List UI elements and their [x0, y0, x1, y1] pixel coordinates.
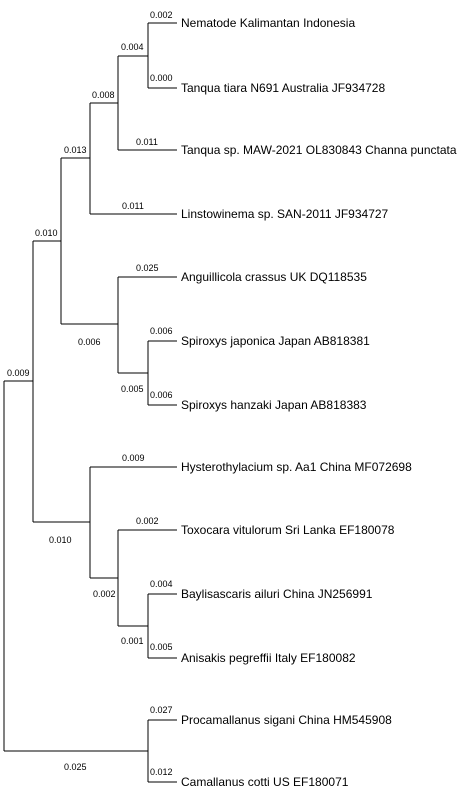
taxon-label: Anguillicola crassus UK DQ118535: [181, 270, 367, 284]
taxon-label: Camallanus cotti US EF180071: [181, 775, 349, 789]
taxon-label: Hysterothylacium sp. Aa1 China MF072698: [181, 460, 412, 474]
taxon-label: Toxocara vitulorum Sri Lanka EF180078: [181, 523, 395, 537]
branch-length-label: 0.006: [78, 337, 101, 347]
branch-length-label: 0.010: [35, 228, 58, 238]
taxon-label: Procamallanus sigani China HM545908: [181, 713, 392, 727]
branch-length-label: 0.025: [64, 762, 87, 772]
branch-length-label: 0.025: [136, 263, 159, 273]
taxon-label: Nematode Kalimantan Indonesia: [181, 16, 356, 30]
branch-length-label: 0.002: [150, 10, 173, 20]
taxon-label: Linstowinema sp. SAN-2011 JF934727: [181, 207, 389, 221]
branch-length-label: 0.002: [93, 589, 116, 599]
branch-length-label: 0.009: [122, 453, 145, 463]
taxon-label: Anisakis pegreffii Italy EF180082: [181, 651, 356, 665]
taxon-label: Spiroxys hanzaki Japan AB818383: [181, 398, 367, 412]
branch-length-label: 0.005: [150, 642, 173, 652]
branch-length-label: 0.006: [150, 390, 173, 400]
branch-length-label: 0.002: [136, 516, 159, 526]
taxon-label: Baylisascaris ailuri China JN256991: [181, 587, 373, 601]
branch-length-label: 0.004: [121, 42, 144, 52]
branch-length-label: 0.009: [7, 368, 30, 378]
branch-length-label: 0.011: [122, 201, 144, 211]
branch-length-label: 0.013: [64, 145, 87, 155]
taxon-label: Spiroxys japonica Japan AB818381: [181, 334, 370, 348]
branch-length-label: 0.012: [150, 767, 173, 777]
branch-length-label: 0.001: [121, 636, 144, 646]
branch-length-label: 0.004: [150, 579, 173, 589]
branch-length-label: 0.005: [121, 384, 144, 394]
branch-length-label: 0.006: [150, 326, 173, 336]
branch-length-label: 0.027: [150, 705, 173, 715]
taxon-label: Tanqua sp. MAW-2021 OL830843 Channa punctata: [181, 143, 457, 157]
branch-length-label: 0.011: [136, 137, 158, 147]
branch-length-label: 0.000: [150, 73, 173, 83]
taxon-label: Tanqua tiara N691 Australia JF934728: [181, 81, 386, 95]
branch-length-label: 0.008: [92, 90, 115, 100]
branch-length-label: 0.010: [49, 535, 72, 545]
